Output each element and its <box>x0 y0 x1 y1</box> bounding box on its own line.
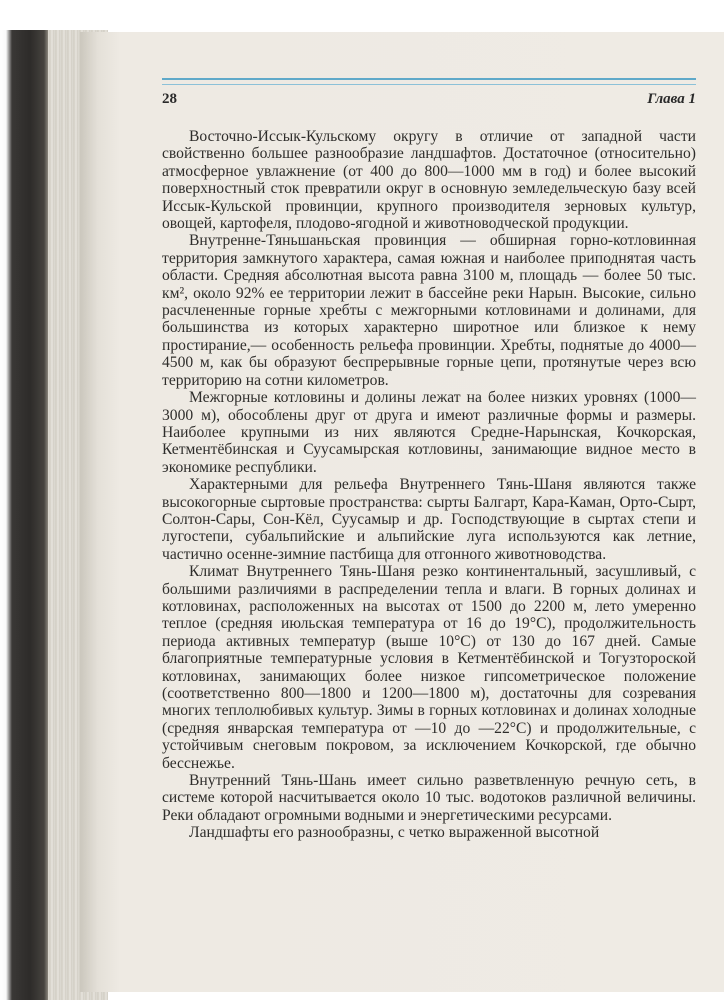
page-number: 28 <box>162 91 177 107</box>
paragraph: Восточно-Иссык-Кульскому округу в отличие от западной части свойственно большее разнообразие ландшафтов. Достаточное (относительно) атмосферное увлажнение (от 400 до 800—1000 мм в год) и более высокий поверхностный сток превратили округ в основную земледельческую базу всей Иссык-Кульской провинции, крупного производителя зерновых культур, овощей, картофеля, плодово-ягодной и животноводческой продукции. <box>162 128 696 233</box>
paragraph: Ландшафты его разнообразны, с четко выраженной высотной <box>189 824 600 842</box>
header-rule-thin <box>162 84 696 85</box>
paragraph: Внутренний Тянь-Шань имеет сильно разветвленную речную сеть, в системе которой насчитывается около 10 тыс. водотоков различной величины. Реки обладают огромными водными и энергетическими ресурсами. <box>162 772 696 824</box>
scan-margin <box>0 0 724 30</box>
book-binding <box>0 30 48 1000</box>
paragraph: Внутренне-Тяньшаньская провинция — обширная горно-котловинная территория замкнутого характера, самая южная и наиболее приподнятая часть области. Средняя абсолютная высота равна 3100 м, площадь — более 50 тыс. км², около 92% ее территории лежит в бассейне реки Нарын. Высокие, сильно расчлененные горные хребты с межгорными котловинами и долинами, для большинства из которых характерно широтное или близкое к нему простирание,— особенность рельефа провинции. Хребты, поднятые до 4000—4500 м, как бы образуют беспрерывные горные цепи, протянутые через всю территорию на сотни километров. <box>162 232 696 389</box>
body-text <box>162 128 696 842</box>
chapter-title: Глава 1 <box>647 91 696 107</box>
paragraph: Климат Внутреннего Тянь-Шаня резко континентальный, засушливый, с большими различиями в распределении тепла и влаги. В горных долинах и котловинах, расположенных на высотах от 1500 до 2200 м, лето умеренно теплое (средняя июльская температура от 16 до 19°С), продолжительность периода активных температур (выше 10°С) от 130 до 167 дней. Самые благоприятные температурные условия в Кетментёбинской и Тогузтороской котловинах, занимающих более низкое гипсометрическое положение (соответственно 800—1800 и 1200—1800 м), достаточны для созревания многих теплолюбивых культур. Зимы в горных котловинах и долинах холодные (средняя январская температура от —10 до —22°С) и продолжительные, с устойчивым снеговым покровом, за исключением Кочкорской, где обычно бесснежье. <box>162 563 696 772</box>
paragraph: Межгорные котловины и долины лежат на более низких уровнях (1000—3000 м), обособлены друг от друга и имеют различные формы и размеры. Наиболее крупными из них являются Средне-Нарынская, Кочкорская, Кетментёбинская и Суусамырская котловины, занимающие видное место в экономике республики. <box>162 389 696 476</box>
running-header <box>162 91 696 113</box>
header-rule <box>162 78 696 80</box>
paragraph: Характерными для рельефа Внутреннего Тянь-Шаня являются также высокогорные сыртовые пространства: сырты Балгарт, Кара-Каман, Орто-Сырт, Солтон-Сары, Сон-Кёл, Суусамыр и др. Господствующие в сыртах степи и лугостепи, субальпийские и альпийские луга используются как летние, частично осенне-зимние пастбища для отгонного животноводства. <box>162 476 696 563</box>
